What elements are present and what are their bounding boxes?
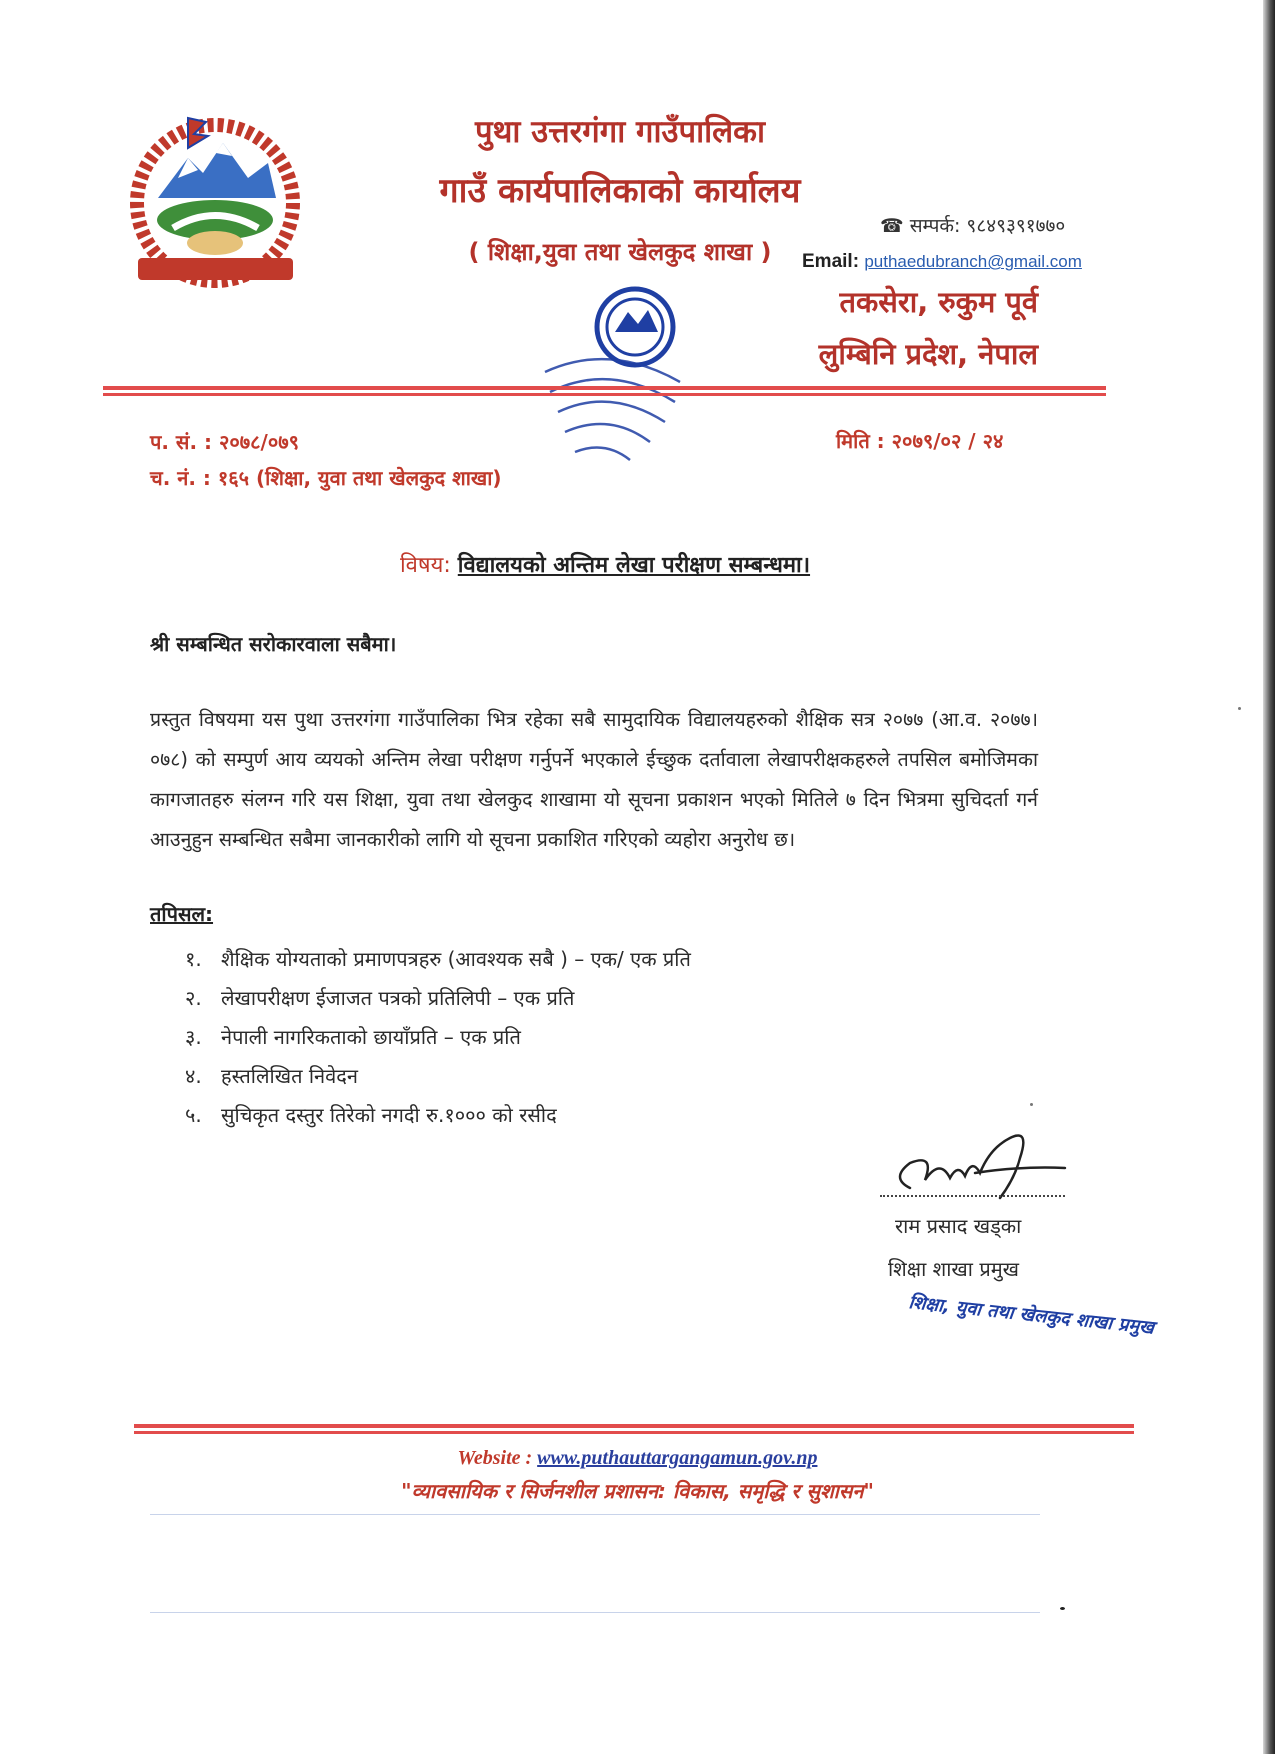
header-divider (103, 386, 1106, 396)
list-item (185, 940, 691, 979)
letter-date: मिति : २०७९/०२ / २४ (836, 429, 1004, 453)
faint-rule (150, 1612, 1040, 1613)
scan-speck (1060, 1607, 1065, 1610)
phone-number: ☎ सम्पर्क: ९८४९३९१७७० (880, 215, 1066, 237)
list-item-text: शैक्षिक योग्यताको प्रमाणपत्रहरु (आवश्यक सबै ) – एक/ एक प्रति (221, 947, 691, 971)
signer-name: राम प्रसाद खड्का (895, 1214, 1022, 1238)
website-link[interactable]: www.puthauttargangamun.gov.np (537, 1447, 818, 1469)
list-item-number: २. (185, 986, 202, 1010)
list-item (185, 1018, 691, 1057)
website-label: Website : (457, 1447, 533, 1469)
signer-title: शिक्षा शाखा प्रमुख (888, 1257, 1020, 1281)
list-item (185, 979, 691, 1018)
salutation: श्री सम्बन्धित सरोकारवाला सबैमा। (150, 632, 397, 656)
enclosure-list (185, 940, 691, 1135)
email-link[interactable]: puthaedubranch@gmail.com (864, 252, 1082, 271)
list-item-text: हस्तलिखित निवेदन (221, 1064, 358, 1088)
office-name: गाउँ कार्यपालिकाको कार्यालय (439, 171, 801, 211)
list-item (185, 1096, 691, 1135)
address-line-2: लुम्बिनि प्रदेश, नेपाल (818, 337, 1038, 371)
branch-name: ( शिक्षा,युवा तथा खेलकुद शाखा ) (468, 238, 772, 266)
reference-number: प. सं. : २०७८/०७९ (150, 430, 300, 454)
email-label: Email: (802, 251, 860, 272)
nepal-emblem-icon (118, 108, 313, 293)
list-item-text: नेपाली नागरिकताको छायाँप्रति – एक प्रति (221, 1025, 521, 1049)
subject-line (0, 549, 1210, 579)
scan-speck (1030, 1103, 1033, 1106)
address-line-1: तकसेरा, रुकुम पूर्व (839, 285, 1038, 319)
list-item-text: सुचिकृत दस्तुर तिरेको नगदी रु.१००० को रसीद (221, 1103, 557, 1127)
list-item-number: ५. (185, 1103, 202, 1127)
dispatch-number: च. नं. : १६५ (शिक्षा, युवा तथा खेलकुद शाखा) (150, 466, 502, 490)
signer-designation-stamp: शिक्षा, युवा तथा खेलकुद शाखा प्रमुख (907, 1291, 1155, 1339)
official-stamp (530, 282, 700, 482)
faint-rule (150, 1514, 1040, 1515)
body-paragraph: प्रस्तुत विषयमा यस पुथा उत्तरगंगा गाउँपालिका भित्र रहेका सबै सामुदायिक विद्यालयहरुको शैक्षिक सत्र २०७७ (आ.व. २०७७।०७८) को सम्पुर्ण आय व्ययको अन्तिम लेखा परीक्षण गर्नुपर्ने भएकाले ईच्छुक दर्तावाला लेखापरीक्षकहरुले तपसिल बमोजिमका कागजातहरु संलग्न गरि यस शिक्षा, युवा तथा खेलकुद शाखामा यो सूचना प्रकाशन भएको मितिले ७ दिन भित्रमा सुचिदर्ता गर्न आउनुहुन सम्बन्धित सबैमा जानकारीको लागि यो सूचना प्रकाशित गरिएको व्यहोरा अनुरोध छ। (150, 708, 1038, 851)
enclosure-title: तपिसल: (150, 902, 214, 926)
list-item-number: ४. (185, 1064, 202, 1088)
list-item-text: लेखापरीक्षण ईजाजत पत्रको प्रतिलिपी – एक प्रति (221, 986, 575, 1010)
scan-speck (1238, 707, 1241, 710)
list-item (185, 1057, 691, 1096)
list-item-number: ३. (185, 1025, 202, 1049)
signature-line (880, 1195, 1065, 1197)
footer-divider (134, 1424, 1134, 1434)
motto: "व्यावसायिक र सिर्जनशील प्रशासन: विकास, समृद्धि र सुशासन" (401, 1479, 874, 1503)
website-line (0, 1447, 1275, 1470)
list-item-number: १. (185, 947, 202, 971)
subject-label: विषय: (399, 553, 451, 578)
subject-text: विद्यालयको अन्तिम लेखा परीक्षण सम्बन्धमा। (457, 553, 811, 578)
email-line (802, 251, 1082, 273)
org-name: पुथा उत्तरगंगा गाउँपालिका (474, 114, 766, 150)
